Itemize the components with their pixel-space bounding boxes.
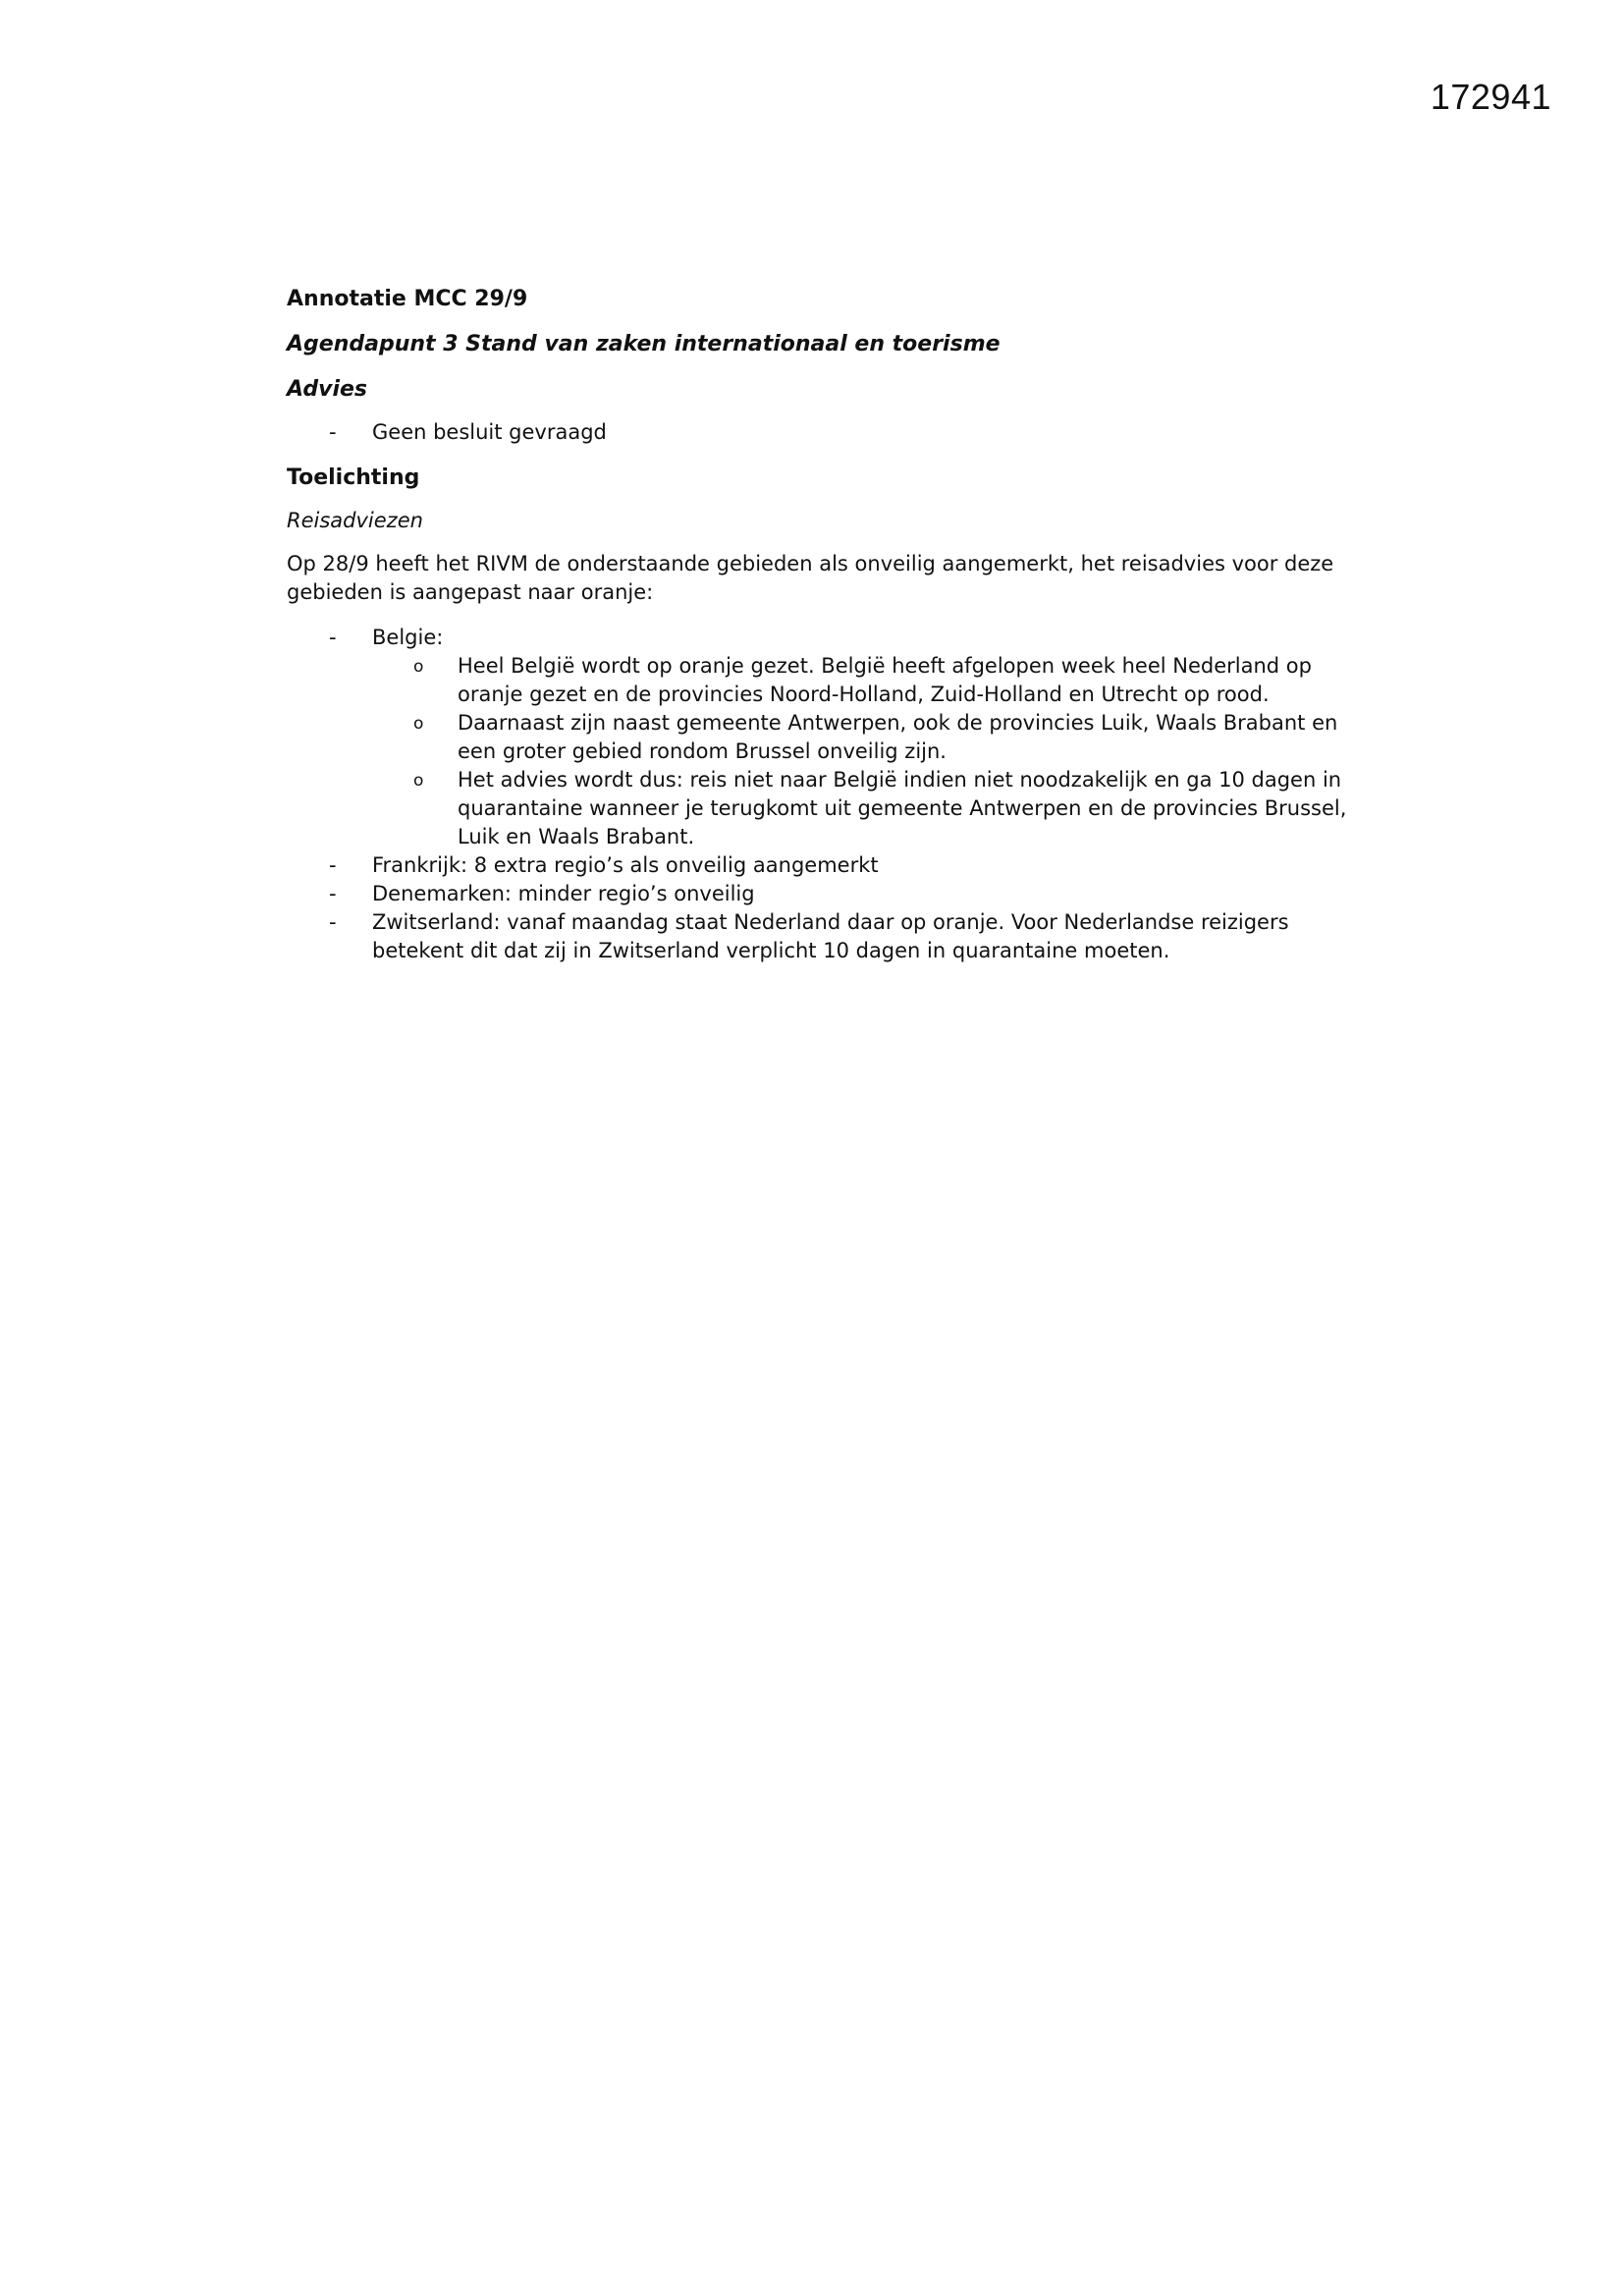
intro-paragraph: Op 28/9 heeft het RIVM de onderstaande gebieden als onveilig aangemerkt, het reisadvies voor deze gebieden is aangepast naar oranje:: [287, 552, 1334, 604]
advies-list: [287, 418, 1367, 447]
toelichting-heading: Toelichting: [287, 465, 420, 490]
country-item-belgie: [287, 624, 1367, 851]
country-item-denemarken: - Denemarken: minder regio’s onveilig: [287, 880, 1367, 908]
reisadviezen-subheading: Reisadviezen: [287, 509, 423, 532]
belgie-sublist: [372, 652, 1367, 851]
belgie-subitem: o Daarnaast zijn naast gemeente Antwerpen, ook de provincies Luik, Waals Brabant en een groter gebied rondom Brussel onveilig zijn.: [372, 709, 1367, 766]
document-title: Annotatie MCC 29/9: [287, 287, 528, 311]
agenda-item-heading: Agendapunt 3 Stand van zaken internationaal en toerisme: [287, 332, 1001, 356]
belgie-subitem: o Heel België wordt op oranje gezet. België heeft afgelopen week heel Nederland op oranje gezet en de provincies Noord-Holland, Zuid-Holland en Utrecht op rood.: [372, 652, 1367, 709]
advies-item: - Geen besluit gevraagd: [287, 418, 1367, 447]
advies-heading: Advies: [287, 377, 367, 402]
document-body: [287, 285, 1367, 965]
country-item-frankrijk: - Frankrijk: 8 extra regio’s als onveilig aangemerkt: [287, 851, 1367, 880]
belgie-subitem: o Het advies wordt dus: reis niet naar België indien niet noodzakelijk en ga 10 dagen in quarantaine wanneer je terugkomt uit gemeente Antwerpen en de provincies Brussel, Luik en Waals Brabant.: [372, 766, 1367, 851]
document-number: 172941: [1430, 77, 1551, 117]
country-label: Belgie:: [372, 626, 444, 649]
country-list: [287, 624, 1367, 965]
country-item-zwitserland: - Zwitserland: vanaf maandag staat Nederland daar op oranje. Voor Nederlandse reizigers betekent dit dat zij in Zwitserland verplicht 10 dagen in quarantaine moeten.: [287, 908, 1367, 965]
